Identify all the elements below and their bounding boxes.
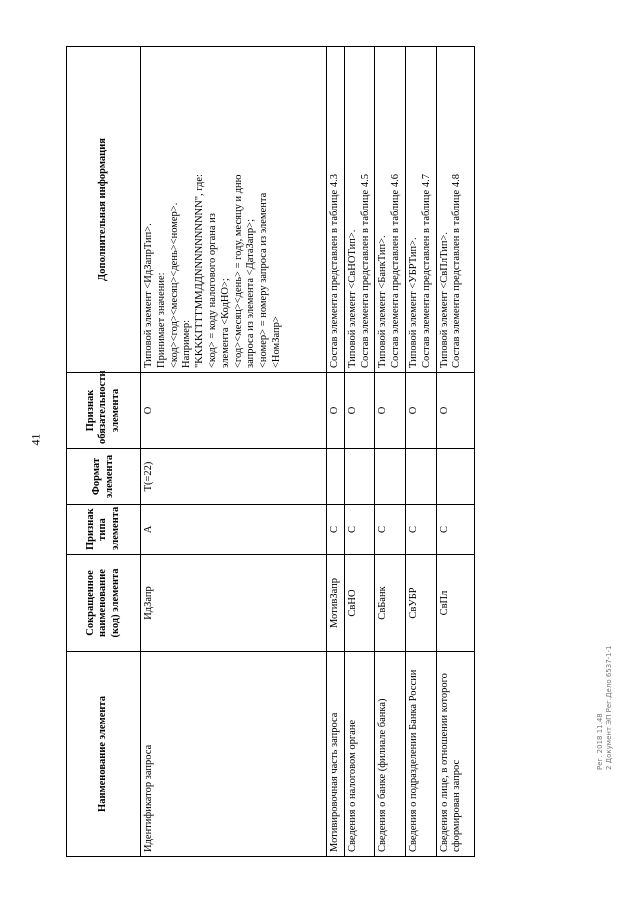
table-row bbox=[327, 47, 345, 857]
info-line: Состав элемента представлен в таблице 4.6 bbox=[390, 174, 402, 368]
info-line: <код> = коду налогового органа из bbox=[206, 213, 218, 368]
info-line: Например: bbox=[181, 319, 193, 368]
cell-format bbox=[375, 449, 406, 505]
header-name: Наименование элемента bbox=[67, 652, 141, 857]
cell-code: СвБанк bbox=[375, 555, 406, 652]
cell-format: T(=22) bbox=[141, 449, 327, 505]
info-line: Типовой элемент <БанкТип>. bbox=[377, 235, 389, 368]
info-line: Принимает значение: bbox=[155, 272, 167, 368]
info-line: Состав элемента представлен в таблице 4.7 bbox=[420, 174, 432, 368]
cell-mandatory: О bbox=[141, 373, 327, 449]
rotated-table-wrapper bbox=[66, 47, 463, 857]
info-line: Типовой элемент <УБРТип>. bbox=[407, 237, 419, 368]
cell-info bbox=[141, 47, 327, 373]
table-row bbox=[436, 47, 474, 857]
cell-info bbox=[405, 47, 436, 373]
header-format: Формат элемента bbox=[67, 449, 141, 505]
cell-type: С bbox=[344, 505, 375, 555]
cell-mandatory: О bbox=[344, 373, 375, 449]
info-line: Типовой элемент <СвПлТип>. bbox=[438, 231, 450, 368]
cell-type: С bbox=[436, 505, 474, 555]
info-line: <год><месяц><день> = году, месяцу и дню bbox=[232, 174, 244, 368]
info-line: <номер> = номеру запроса из элемента bbox=[258, 192, 270, 368]
info-line: элемента <КодНО>; bbox=[219, 278, 231, 368]
cell-code: СвПл bbox=[436, 555, 474, 652]
scan-stamp-line: Рег. 2018 11.48 bbox=[596, 713, 604, 770]
cell-mandatory: О bbox=[405, 373, 436, 449]
table-header-row bbox=[67, 47, 141, 857]
cell-name: Сведения о подразделении Банка России bbox=[405, 652, 436, 857]
cell-info bbox=[436, 47, 474, 373]
cell-type: С bbox=[405, 505, 436, 555]
info-line: Типовой элемент <ИдЗапрТип>. bbox=[143, 223, 154, 368]
cell-format bbox=[436, 449, 474, 505]
cell-info bbox=[327, 47, 345, 373]
cell-format bbox=[327, 449, 345, 505]
header-code: Сокращенное наименование (код) элемента bbox=[67, 555, 141, 652]
table-row bbox=[405, 47, 436, 857]
cell-info bbox=[375, 47, 406, 373]
page-number: 41 bbox=[28, 433, 43, 446]
cell-name: Сведения о лице, в отношении которого сформирован запрос bbox=[436, 652, 474, 857]
cell-name: Идентификатор запроса bbox=[141, 652, 327, 857]
info-line: Состав элемента представлен в таблице 4.3 bbox=[329, 174, 340, 368]
cell-mandatory: О bbox=[327, 373, 345, 449]
cell-code: СвУБР bbox=[405, 555, 436, 652]
cell-name: Сведения о налоговом органе bbox=[344, 652, 375, 857]
cell-format bbox=[344, 449, 375, 505]
cell-name: Мотивировочная часть запроса bbox=[327, 652, 345, 857]
info-line: <код><год><месяц><день><номер>. bbox=[168, 202, 180, 368]
info-line: "KKKKГГГГMMДДNNNNNNNNNN", где: bbox=[194, 174, 206, 368]
cell-code: ИдЗапр bbox=[141, 555, 327, 652]
cell-mandatory: О bbox=[436, 373, 474, 449]
cell-mandatory: О bbox=[375, 373, 406, 449]
cell-type: С bbox=[375, 505, 406, 555]
cell-info bbox=[344, 47, 375, 373]
scan-stamp-line: 2 Документ ЭП Рег.Дело 6537-1-1 bbox=[605, 645, 614, 770]
header-type: Признак типа элемента bbox=[67, 505, 141, 555]
table-row bbox=[344, 47, 375, 857]
info-line: Состав элемента представлен в таблице 4.8 bbox=[451, 174, 463, 368]
info-line: Состав элемента представлен в таблице 4.5 bbox=[359, 174, 371, 368]
scan-stamp bbox=[596, 640, 614, 770]
cell-type: С bbox=[327, 505, 345, 555]
header-mandatory: Признак обязательности элемента bbox=[67, 373, 141, 449]
table-row bbox=[375, 47, 406, 857]
info-line: запроса из элемента <ДатаЗапр>; bbox=[245, 219, 257, 368]
element-table bbox=[66, 46, 475, 857]
table-row bbox=[141, 47, 327, 857]
info-line: <НомЗапр> bbox=[270, 316, 282, 368]
cell-code: СвНО bbox=[344, 555, 375, 652]
header-info: Дополнительная информация bbox=[67, 47, 141, 373]
info-line: Типовой элемент <СвНОТип>. bbox=[346, 229, 358, 368]
cell-format bbox=[405, 449, 436, 505]
cell-type: А bbox=[141, 505, 327, 555]
cell-code: МотивЗапр bbox=[327, 555, 345, 652]
cell-name: Сведения о банке (филиале банка) bbox=[375, 652, 406, 857]
